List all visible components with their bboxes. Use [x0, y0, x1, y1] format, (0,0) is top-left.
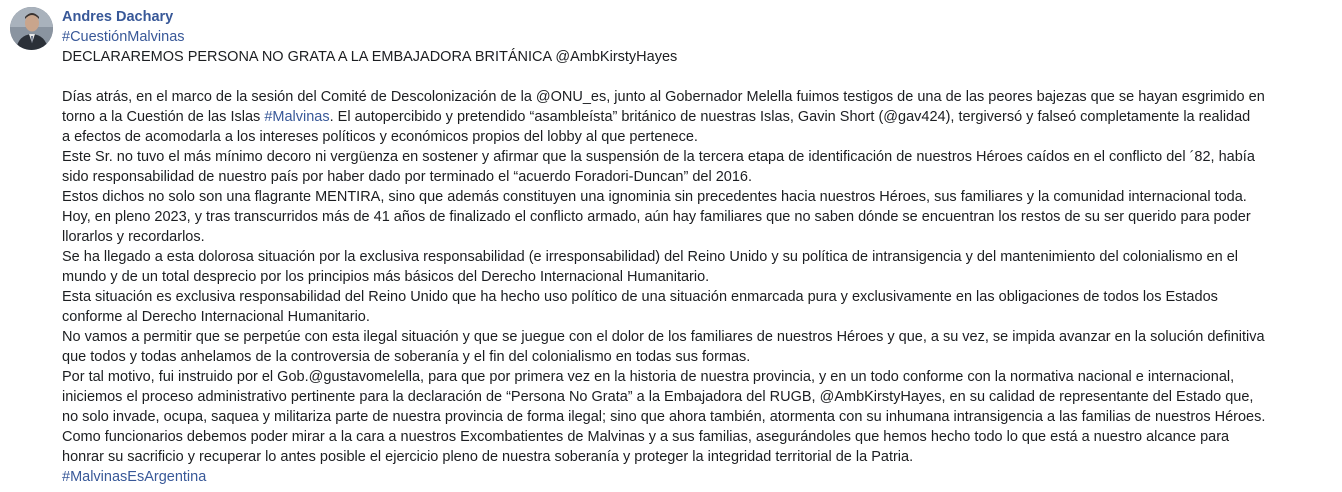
body-text: torno a la Cuestión de las Islas	[62, 109, 265, 125]
body-line	[62, 107, 1342, 127]
avatar[interactable]	[10, 7, 53, 50]
body-line: No vamos a permitir que se perpetúe con esta ilegal situación y que se juegue con el dolor de los familiares de nuestros Héroes y que, a su vez, se impida avanzar en la solución definitiva	[62, 329, 1265, 345]
body-line: conforme al Derecho Internacional Humanitario.	[62, 309, 370, 325]
body-line: llorarlos y recordarlos.	[62, 229, 205, 245]
body-line: Estos dichos no solo son una flagrante MENTIRA, sino que además constituyen una ignominia sin precedentes hacia nuestros Héroes, sus familiares y la comunidad internacional toda.	[62, 189, 1247, 205]
body-line: mundo y de un total desprecio por los principios más básicos del Derecho Internacional Humanitario.	[62, 269, 710, 285]
paragraph-spacer	[62, 67, 1342, 87]
body-line: Hoy, en pleno 2023, y tras transcurridos más de 41 años de finalizado el conflicto armado, aún hay familiares que no saben dónde se encuentran los restos de su ser querido para poder	[62, 209, 1251, 225]
body-line: iniciemos el proceso administrativo pertinente para la declaración de “Persona No Grata” a la Embajadora del RUGB, @AmbKirstyHayes, en su calidad de representante del Estado que,	[62, 389, 1254, 405]
body-line: no solo invade, ocupa, saquea y militariza parte de nuestra provincia de forma ilegal; sino que ahora también, atormenta con su inhumana intransigencia a las familias de nuestros Héroes.	[62, 409, 1266, 425]
body-line: Días atrás, en el marco de la sesión del Comité de Descolonización de la @ONU_es, junto al Gobernador Melella fuimos testigos de una de las peores bajezas que se hayan esgrimido en	[62, 89, 1265, 105]
body-line: Esta situación es exclusiva responsabilidad del Reino Unido que ha hecho uso político de una situación enmarcada pura y exclusivamente en las obligaciones de todos los Estados	[62, 289, 1218, 305]
body-line: Por tal motivo, fui instruido por el Gob.@gustavomelella, para que por primera vez en la historia de nuestra provincia, y en un todo conforme con la normativa nacional e internacional,	[62, 369, 1235, 385]
profile-photo-icon	[10, 7, 53, 50]
post-content	[62, 8, 1342, 487]
body-line: a efectos de acomodarla a los intereses políticos y económicos propios del lobby al que pertenece.	[62, 129, 698, 145]
author-name[interactable]: Andres Dachary	[62, 9, 174, 25]
hashtag-malvinas-es-argentina[interactable]: #MalvinasEsArgentina	[62, 469, 207, 485]
post-body	[62, 27, 1342, 487]
post-headline: DECLARAREMOS PERSONA NO GRATA A LA EMBAJADORA BRITÁNICA @AmbKirstyHayes	[62, 49, 678, 65]
hashtag-cuestion-malvinas[interactable]: #CuestiónMalvinas	[62, 29, 185, 45]
body-line: honrar su sacrificio y recuperar lo antes posible el ejercicio pleno de nuestra soberanía y proteger la integridad territorial de la Patria.	[62, 449, 914, 465]
body-line: Se ha llegado a esta dolorosa situación por la exclusiva responsabilidad (e irresponsabilidad) del Reino Unido y su política de intransigencia y del mantenimiento del colonialismo en el	[62, 249, 1238, 265]
body-line: Como funcionarios debemos poder mirar a la cara a nuestros Excombatientes de Malvinas y a sus familias, asegurándoles que hemos hecho todo lo que está a nuestro alcance para	[62, 429, 1230, 445]
body-line: Este Sr. no tuvo el más mínimo decoro ni vergüenza en sostener y afirmar que la suspensión de la tercera etapa de identificación de nuestros Héroes caídos en el conflicto del ´82, había	[62, 149, 1255, 165]
body-text: . El autopercibido y pretendido “asambleísta” británico de nuestras Islas, Gavin Short (@gav424), tergiversó y falseó completamente la realidad	[329, 109, 1251, 125]
body-line: que todos y todas anhelamos de la controversia de soberanía y el fin del colonialismo en todas sus formas.	[62, 349, 751, 365]
body-line: sido responsabilidad de nuestro país por haber dado por terminado el “acuerdo Foradori-Duncan” del 2016.	[62, 169, 752, 185]
hashtag-malvinas[interactable]: #Malvinas	[264, 109, 330, 125]
